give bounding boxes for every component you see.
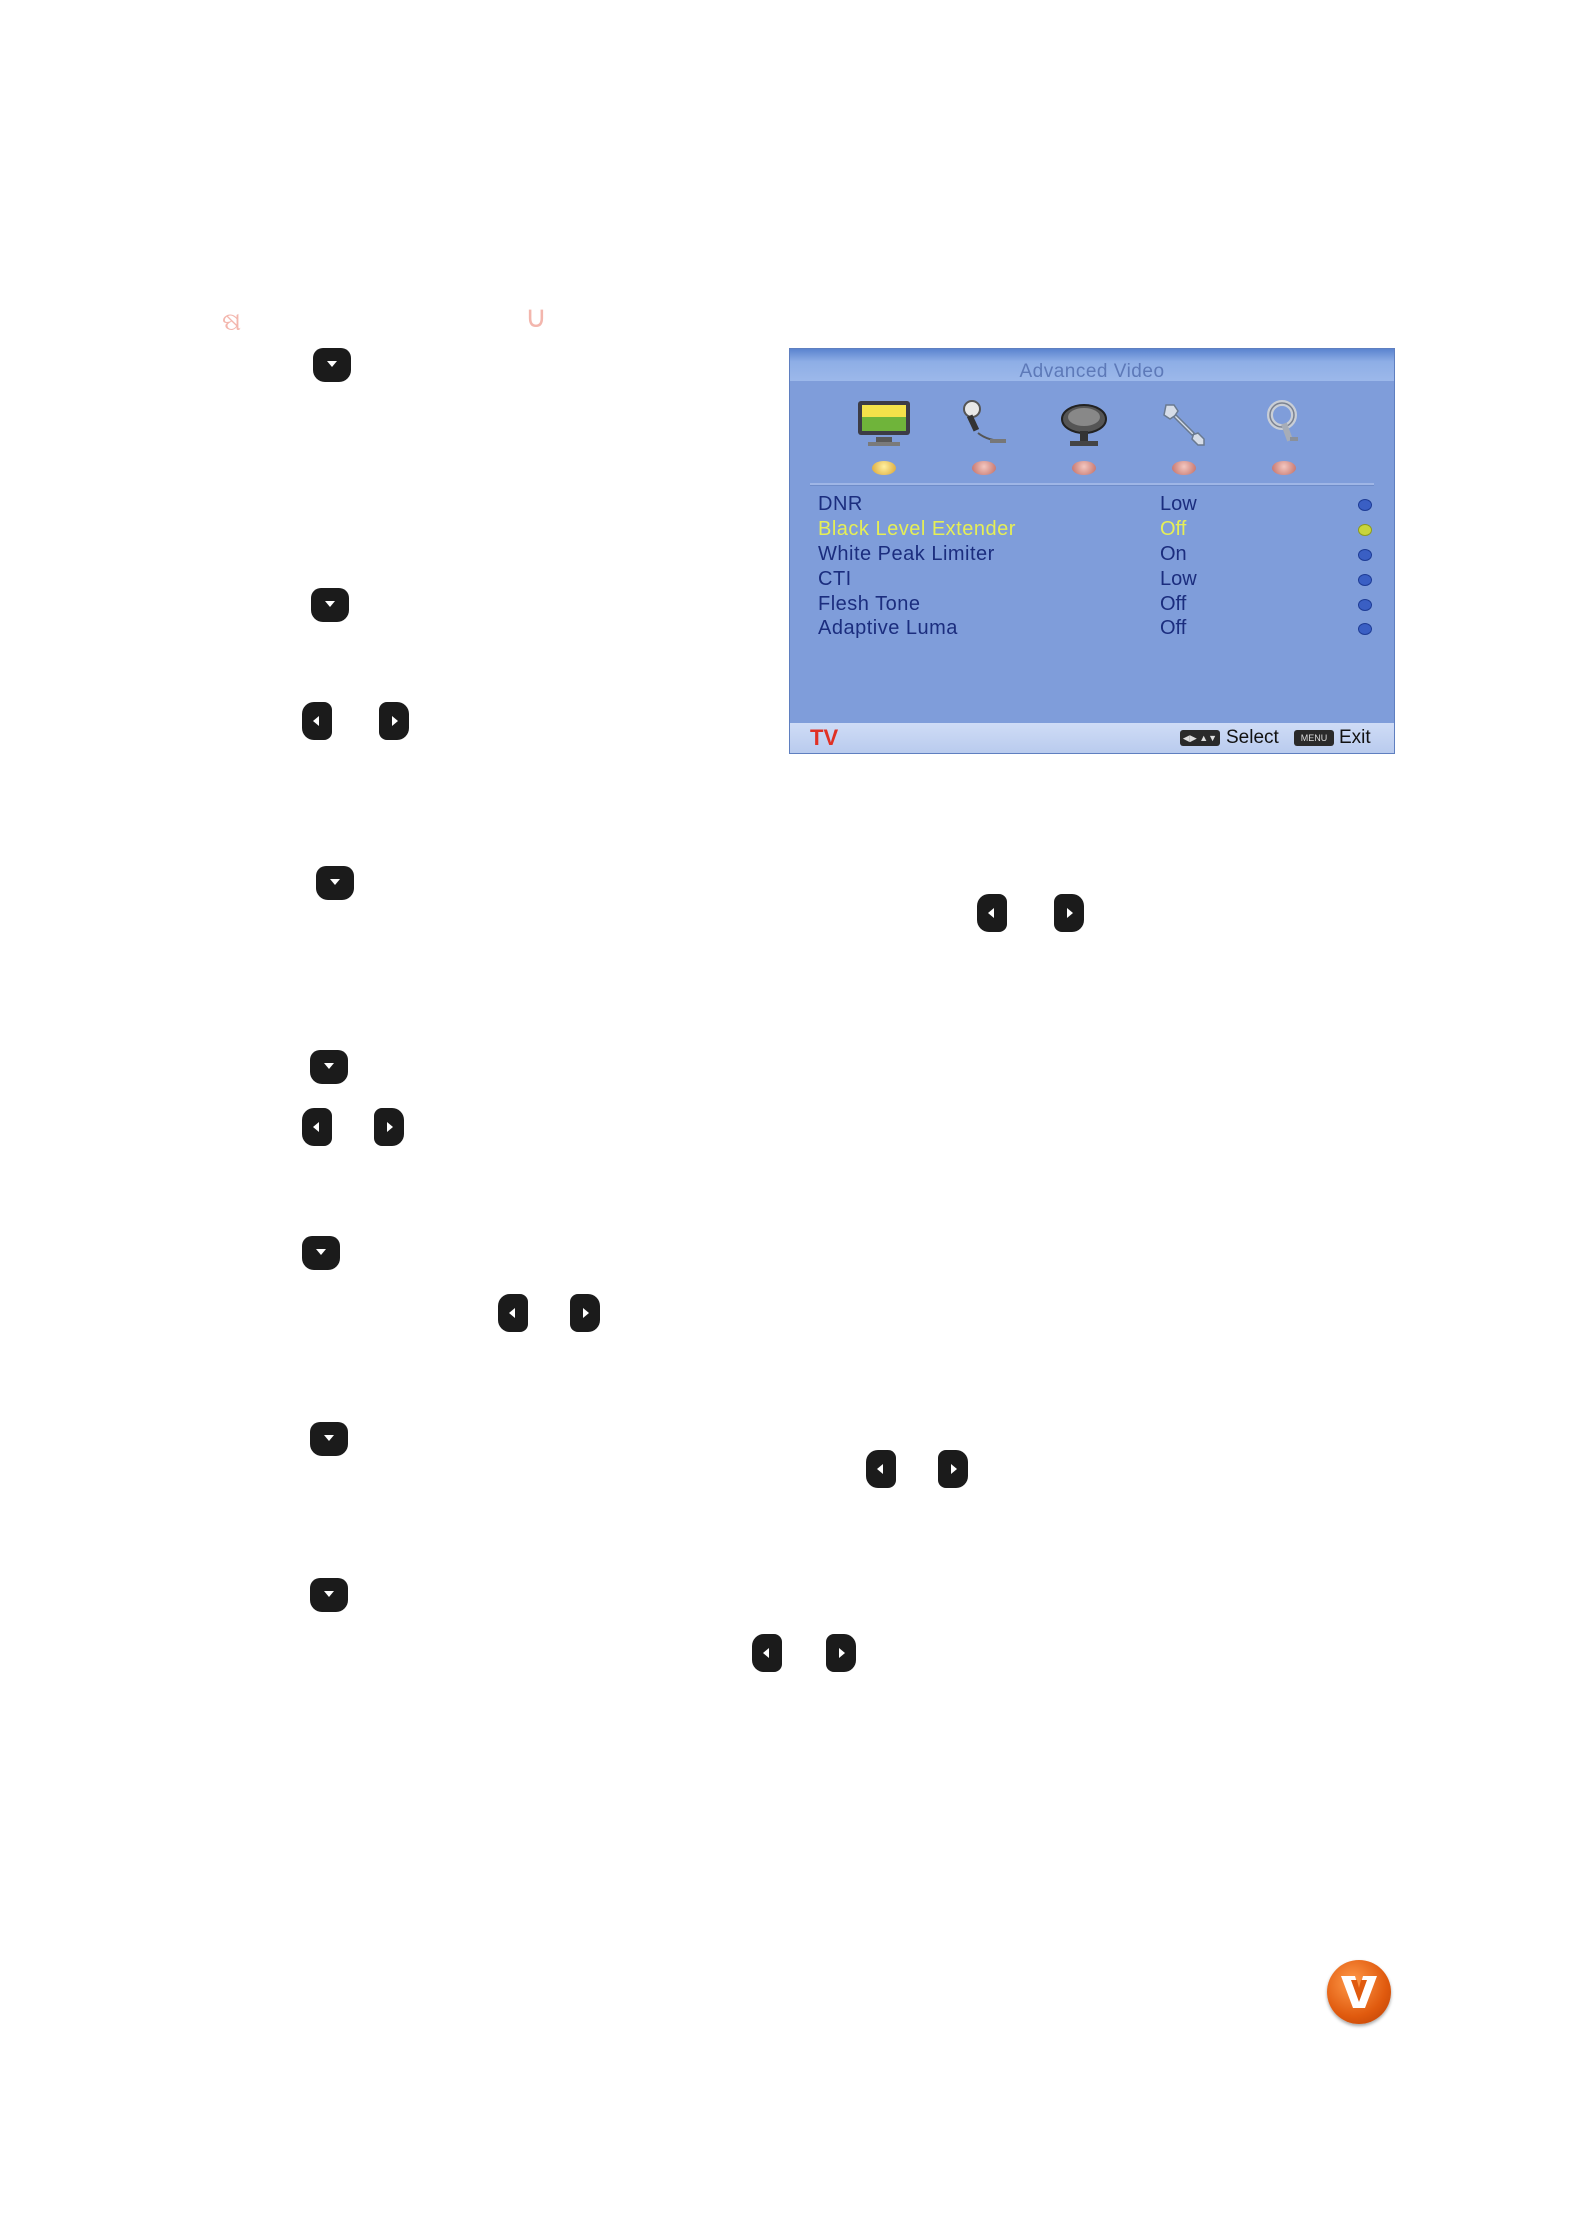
header-glyph-left: ଷ xyxy=(222,306,242,336)
down-arrow-key-icon xyxy=(311,588,349,622)
menu-row-label: Black Level Extender xyxy=(818,518,1016,540)
adjust-arrow-icon xyxy=(1358,574,1372,586)
left-arrow-key-icon xyxy=(752,1634,782,1672)
down-arrow-key-icon xyxy=(302,1236,340,1270)
adjust-arrow-icon xyxy=(1358,524,1372,536)
menu-row-label: DNR xyxy=(818,493,863,515)
osd-separator xyxy=(810,483,1374,486)
right-arrow-key-icon xyxy=(379,702,409,740)
right-arrow-key-icon xyxy=(826,1634,856,1672)
right-arrow-key-icon xyxy=(1054,894,1084,932)
header-glyph-right: ∪ xyxy=(525,301,547,334)
menu-row-flesh-tone[interactable] xyxy=(790,593,1394,618)
down-arrow-key-icon xyxy=(310,1578,348,1612)
adjust-arrow-icon xyxy=(1358,549,1372,561)
menu-row-adaptive-luma[interactable] xyxy=(790,617,1394,642)
audio-icon[interactable] xyxy=(954,397,1014,449)
adjust-arrow-icon xyxy=(1358,599,1372,611)
left-arrow-key-icon xyxy=(302,702,332,740)
menu-row-value: Off xyxy=(1160,593,1187,615)
setup-wrench-icon[interactable] xyxy=(1154,397,1214,449)
menu-row-value: Low xyxy=(1160,493,1197,515)
parental-lock-icon[interactable] xyxy=(1254,397,1314,449)
tab-indicator-parental xyxy=(1272,461,1296,475)
menu-row-value: Low xyxy=(1160,568,1197,590)
menu-row-black-level-extender[interactable] xyxy=(790,518,1394,543)
tab-indicator-setup xyxy=(1172,461,1196,475)
right-arrow-key-icon xyxy=(938,1450,968,1488)
menu-row-value: Off xyxy=(1160,617,1187,639)
exit-hint: Exit xyxy=(1339,727,1371,748)
adjust-arrow-icon xyxy=(1358,623,1372,635)
left-arrow-key-icon xyxy=(866,1450,896,1488)
menu-key-icon: MENU xyxy=(1294,730,1334,746)
osd-footer xyxy=(790,723,1394,753)
down-arrow-key-icon xyxy=(310,1422,348,1456)
down-arrow-key-icon xyxy=(316,866,354,900)
down-arrow-key-icon xyxy=(313,348,351,382)
nav-key-icon: ◀▶ ▲▼ xyxy=(1180,730,1220,746)
tab-indicator-audio xyxy=(972,461,996,475)
menu-row-label: Adaptive Luma xyxy=(818,617,958,639)
vizio-logo xyxy=(1327,1960,1391,2024)
menu-row-dnr[interactable] xyxy=(790,493,1394,518)
picture-icon[interactable] xyxy=(854,397,914,449)
menu-row-label: Flesh Tone xyxy=(818,593,921,615)
menu-row-label: White Peak Limiter xyxy=(818,543,995,565)
left-arrow-key-icon xyxy=(498,1294,528,1332)
left-arrow-key-icon xyxy=(302,1108,332,1146)
menu-row-value: On xyxy=(1160,543,1187,565)
tab-indicator-picture xyxy=(872,461,896,475)
menu-row-value: Off xyxy=(1160,518,1187,540)
menu-row-white-peak-limiter[interactable] xyxy=(790,543,1394,568)
tv-antenna-icon[interactable] xyxy=(1054,397,1114,449)
osd-title: Advanced Video xyxy=(1019,361,1165,382)
input-source-label: TV xyxy=(810,725,839,750)
tab-indicator-tv xyxy=(1072,461,1096,475)
down-arrow-key-icon xyxy=(310,1050,348,1084)
v-logo-icon xyxy=(1327,1960,1391,2024)
advanced-video-osd xyxy=(789,348,1395,754)
right-arrow-key-icon xyxy=(374,1108,404,1146)
right-arrow-key-icon xyxy=(570,1294,600,1332)
select-hint: Select xyxy=(1226,727,1279,748)
adjust-arrow-icon xyxy=(1358,499,1372,511)
menu-row-label: CTI xyxy=(818,568,852,590)
left-arrow-key-icon xyxy=(977,894,1007,932)
osd-title-bar xyxy=(790,349,1394,381)
menu-row-cti[interactable] xyxy=(790,568,1394,593)
